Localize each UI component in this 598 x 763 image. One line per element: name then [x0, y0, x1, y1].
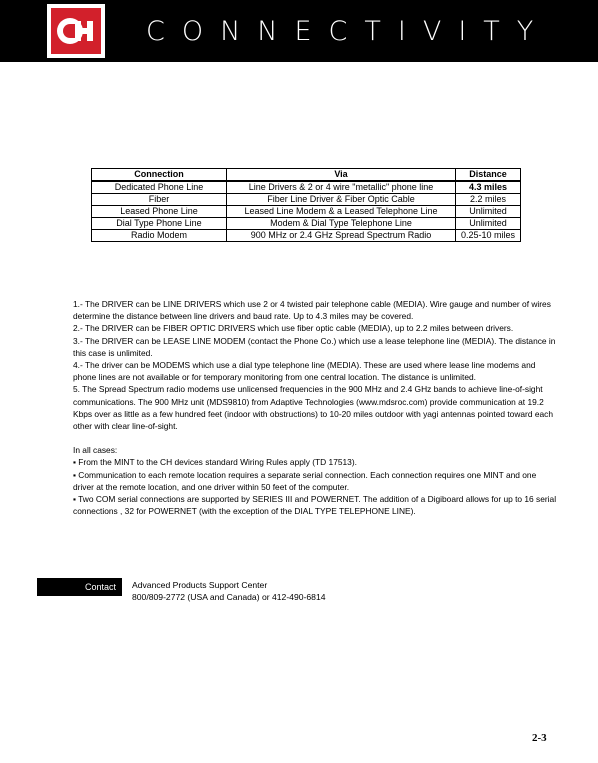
page-header	[0, 0, 598, 62]
all-cases-item-1: ▪ From the MINT to the CH devices standard Wiring Rules apply (TD 17513).	[73, 457, 357, 468]
table-row	[92, 230, 521, 242]
contact-info	[132, 579, 326, 603]
contact-line-1: Advanced Products Support Center	[132, 580, 268, 590]
page-title: CONNECTIVITY	[146, 16, 551, 47]
column-header-connection: Connection	[92, 169, 227, 182]
cell-via: Line Drivers & 2 or 4 wire "metallic" phone line	[227, 181, 456, 194]
ch-logo	[47, 4, 105, 58]
cell-distance: 4.3 miles	[456, 181, 521, 194]
spacer	[73, 432, 558, 444]
cell-distance: Unlimited	[456, 218, 521, 230]
cell-connection: Leased Phone Line	[92, 206, 227, 218]
cell-distance: Unlimited	[456, 206, 521, 218]
cell-via: Fiber Line Driver & Fiber Optic Cable	[227, 194, 456, 206]
note-4: 4.- The driver can be MODEMS which use a dial type telephone line (MEDIA). These are used where lease line modems and phone lines are not available or for temporary monitoring from one central location. The distance is unlimited.	[73, 360, 536, 383]
all-cases-item-3: ▪ Two COM serial connections are supported by SERIES III and POWERNET. The addition of a Digiboard allows for up to 16 serial connections , 32 for POWERNET (with the exception of the DIAL TYPE TELEPHONE LINE).	[73, 494, 557, 517]
note-5: 5. The Spread Spectrum radio modems use unlicensed frequencies in the 900 MHz and 2.4 GHz bands to achieve line-of-sight communications. The 900 MHz unit (MDS9810) from Adaptive Technologies (www.mdsroc.com) provide communication at 19.2 Kbps over as little as a few hundred feet (indoor with obstructions) to 10-20 miles outdoor with yagi antennas pointed toward each other with clear line-of-sight.	[73, 384, 553, 432]
all-cases-heading: In all cases:	[73, 445, 118, 456]
table-header-row	[92, 169, 521, 182]
cell-connection: Dedicated Phone Line	[92, 181, 227, 194]
ch-logo-icon	[51, 8, 101, 54]
cell-connection: Dial Type Phone Line	[92, 218, 227, 230]
note-2: 2.- The DRIVER can be FIBER OPTIC DRIVERS which use fiber optic cable (MEDIA), up to 2.2 miles between drivers.	[73, 323, 514, 334]
cell-distance: 0.25-10 miles	[456, 230, 521, 242]
cell-via: 900 MHz or 2.4 GHz Spread Spectrum Radio	[227, 230, 456, 242]
table-row	[92, 181, 521, 194]
note-1: 1.- The DRIVER can be LINE DRIVERS which use 2 or 4 twisted pair telephone cable (MEDIA). Wire gauge and number of wires determine the distance between line drivers and baud rate. Up to 4.3 miles may be covered.	[73, 299, 551, 322]
contact-line-2: 800/809-2772 (USA and Canada) or 412-490-6814	[132, 592, 326, 602]
page-number: 2-3	[532, 732, 547, 744]
cell-via: Leased Line Modem & a Leased Telephone Line	[227, 206, 456, 218]
table-row	[92, 194, 521, 206]
note-3: 3.- The DRIVER can be LEASE LINE MODEM (contact the Phone Co.) which use a lease telephone line (MEDIA). The distance in this case is unlimited.	[73, 335, 556, 358]
contact-label: Contact	[37, 578, 122, 596]
table-row	[92, 206, 521, 218]
cell-distance: 2.2 miles	[456, 194, 521, 206]
connectivity-table	[91, 168, 521, 242]
cell-connection: Radio Modem	[92, 230, 227, 242]
table-row	[92, 218, 521, 230]
notes-section	[73, 298, 558, 517]
column-header-via: Via	[227, 169, 456, 182]
all-cases-item-2: ▪ Communication to each remote location requires a separate serial connection. Each connection requires one MINT and one driver at the remote location, and one driver within 50 feet of the computer.	[73, 469, 537, 492]
cell-via: Modem & Dial Type Telephone Line	[227, 218, 456, 230]
cell-connection: Fiber	[92, 194, 227, 206]
column-header-distance: Distance	[456, 169, 521, 182]
ch-logo-mark	[51, 8, 101, 54]
